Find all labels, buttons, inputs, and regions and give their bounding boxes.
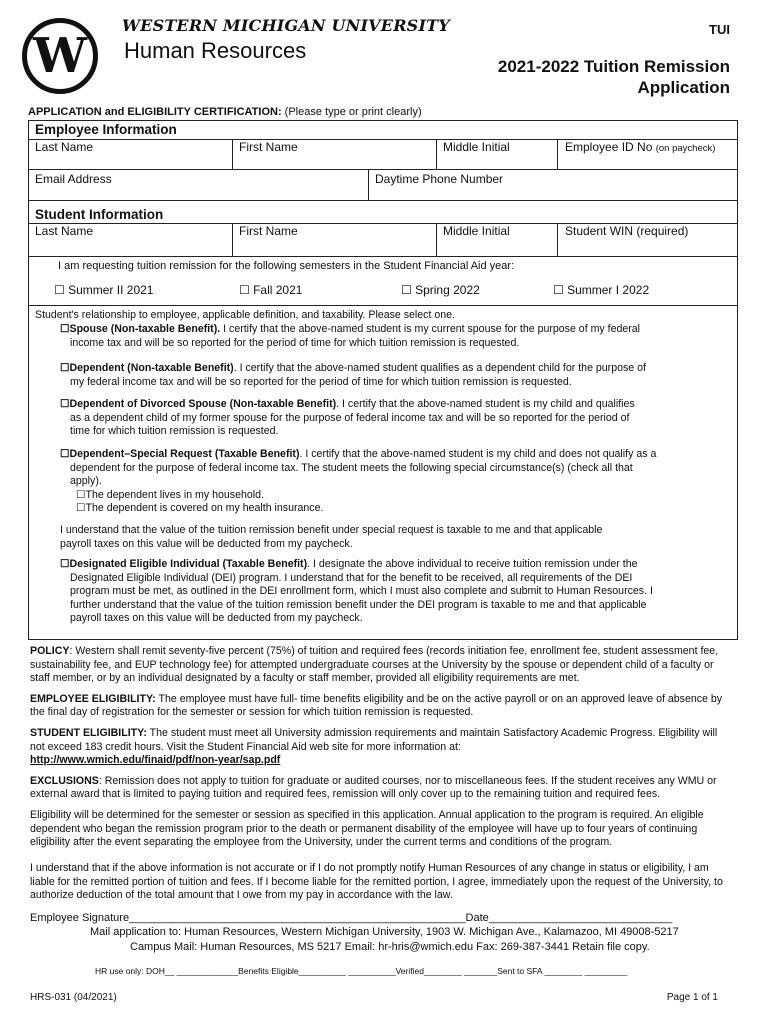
- student-eligibility-paragraph: [30, 727, 730, 768]
- divorced-text: . I certify that the above-named student is my child and qualifies: [336, 398, 635, 410]
- special-text: . I certify that the above-named student is my child and does not qualify as a: [299, 448, 657, 460]
- employee-eligibility-label: EMPLOYEE ELIGIBILITY:: [30, 692, 156, 705]
- dependent-text-cont: my federal income tax and will be so reported for the period of time for which tuition remission is requested.: [70, 375, 572, 388]
- dei-checkbox[interactable]: ☐Designated Eligible Individual (Taxable Benefit): [60, 558, 308, 570]
- spouse-checkbox[interactable]: ☐Spouse (Non-taxable Benefit).: [60, 323, 221, 335]
- special-request-checkbox[interactable]: ☐Dependent–Special Request (Taxable Benefit): [60, 448, 300, 460]
- divorced-checkbox[interactable]: ☐Dependent of Divorced Spouse (Non-taxable Benefit): [60, 398, 337, 410]
- health-insurance-checkbox[interactable]: ☐The dependent is covered on my health insurance.: [76, 502, 324, 515]
- spouse-text-cont: income tax and will be so reported for the period of time for which tuition remission is requested.: [70, 336, 520, 349]
- dependent-checkbox[interactable]: ☐Dependent (Non-taxable Benefit): [60, 362, 234, 374]
- employee-id-field[interactable]: [565, 140, 715, 154]
- eligibility-paragraph: Eligibility will be determined for the semester or session as specified in this application. Annual application to the program is required. An eligible dependent who began the remission program prior to the death or permanent disability of the employee will have up to four years of continuing eligibility after the event separating the employee from the University, under the current terms and conditions of the program.: [30, 808, 704, 849]
- dependent-option[interactable]: [60, 362, 720, 389]
- exclusions-text: : Remission does not apply to tuition for graduate or audited courses, nor to miscellaneous fees. If the student receives any WMU or external award that is limited to paying tuition and required fees, remission will only cover up to the remaining tuition and required fees.: [30, 774, 717, 801]
- exclusions-label: EXCLUSIONS: [30, 774, 99, 787]
- student-first-name-field[interactable]: First Name: [239, 224, 298, 238]
- policy-text: : Western shall remit seventy-five percent (75%) of tuition and required fees (records initiation fee, enrollment fee, student assessment fee, sustainability fee, and EUP technology fee) for attempted undergraduate courses at the University by the spouse or dependent child of a faculty or staff member, or by an individual designated by a faculty or staff member, provided all eligibility requirements are met.: [30, 645, 719, 685]
- semesters-intro: I am requesting tuition remission for the following semesters in the Student Financial Aid year:: [58, 260, 515, 272]
- divider: [436, 139, 437, 169]
- certification-note: (Please type or print clearly): [284, 106, 422, 118]
- divider: [28, 169, 738, 170]
- divider: [232, 223, 233, 256]
- divorced-text-cont2: time for which tuition remission is requested.: [70, 425, 279, 438]
- divorced-option[interactable]: [60, 398, 730, 439]
- dei-option[interactable]: [60, 558, 730, 626]
- spouse-option[interactable]: [60, 323, 720, 350]
- signature-line[interactable]: Employee Signature_______________________________________________________Date______________________________: [30, 912, 673, 924]
- form-id: HRS-031 (04/2021): [30, 992, 117, 1003]
- student-last-name-field[interactable]: Last Name: [35, 224, 94, 238]
- employee-email-field[interactable]: Email Address: [35, 172, 112, 186]
- logo-letter: W: [33, 28, 87, 84]
- divorced-text-cont: as a dependent child of my former spouse for the purpose of federal income tax and will be so reported for the period of: [70, 411, 630, 424]
- dei-text-cont: Designated Eligible Individual (DEI) program. I understand that for the benefit to be received, all requirements of the DEI: [70, 571, 633, 584]
- policy-section: [30, 645, 730, 857]
- semester-summer2-2021-checkbox[interactable]: ☐ Summer II 2021: [54, 283, 154, 297]
- spouse-text: I certify that the above-named student is my current spouse for the purpose of my federal: [220, 323, 641, 335]
- special-text-cont2: apply).: [70, 475, 102, 488]
- special-taxable-note: [60, 524, 730, 551]
- special-request-option[interactable]: [60, 448, 730, 516]
- employee-middle-initial-field[interactable]: Middle Initial: [443, 140, 510, 154]
- exclusions-paragraph: [30, 775, 730, 802]
- divider: [557, 139, 558, 169]
- divider: [28, 200, 738, 201]
- form-title: [498, 56, 730, 98]
- employee-id-note: (on paycheck): [655, 143, 716, 154]
- form-title-line2: Application: [637, 78, 730, 97]
- dei-text: . I designate the above individual to receive tuition remission under the: [307, 558, 638, 570]
- student-eligibility-text: The student must meet all University admission requirements and maintain Satisfactory Academic Progress. Eligibility will not exceed 183 credit hours. Visit the Student Financial Aid web site for more information at:: [30, 726, 718, 753]
- mail-instructions: Mail application to: Human Resources, Western Michigan University, 1903 W. Michigan Ave., Kalamazoo, MI 49008-5217: [90, 926, 679, 938]
- special-text-5: payroll taxes on this value will be deducted from my paycheck.: [60, 537, 353, 550]
- divider: [436, 223, 437, 256]
- employee-last-name-field[interactable]: Last Name: [35, 140, 94, 154]
- semester-spring-2022-checkbox[interactable]: ☐ Spring 2022: [401, 283, 480, 297]
- employee-eligibility-text: The employee must have full- time benefits eligibility and be on the active payroll or on an approved leave of absence by the final day of registration for the semester or session for which tuition remission is requested.: [30, 692, 723, 719]
- employee-phone-field[interactable]: Daytime Phone Number: [375, 172, 504, 186]
- university-name: WESTERN MICHIGAN UNIVERSITY: [122, 16, 450, 35]
- employee-first-name-field[interactable]: First Name: [239, 140, 298, 154]
- hr-use-only: HR use only: DOH__ _____________Benefits Eligible__________ __________Verified________ _______Sent to SFA ________ _________: [95, 966, 628, 976]
- divider: [232, 139, 233, 169]
- semester-fall-2021-checkbox[interactable]: ☐ Fall 2021: [239, 283, 303, 297]
- department-name: Human Resources: [124, 38, 307, 63]
- student-win-field[interactable]: Student WIN (required): [565, 224, 689, 238]
- student-section-title: Student Information: [35, 207, 164, 222]
- lives-in-household-checkbox[interactable]: ☐The dependent lives in my household.: [76, 488, 264, 501]
- student-middle-initial-field[interactable]: Middle Initial: [443, 224, 510, 238]
- sap-link[interactable]: http://www.wmich.edu/finaid/pdf/non-year/sap.pdf: [30, 754, 281, 767]
- wmu-logo: [22, 18, 98, 94]
- relationship-intro: Student's relationship to employee, applicable definition, and taxability. Please select one.: [35, 309, 455, 321]
- semester-summer1-2022-checkbox[interactable]: ☐ Summer I 2022: [553, 283, 650, 297]
- special-text-4: I understand that the value of the tuition remission benefit under special request is taxable to me and that applicable: [60, 524, 603, 536]
- dei-text-cont2: program must be met, as outlined in the DEI enrollment form, which I must also complete and submit to Human Resources. I: [70, 585, 653, 598]
- dei-text-cont4: payroll taxes on this value will be deducted from my paycheck.: [70, 612, 363, 625]
- divider: [28, 256, 738, 257]
- certification-heading: [28, 106, 422, 118]
- page-number: Page 1 of 1: [666, 992, 718, 1003]
- policy-label: POLICY: [30, 645, 70, 657]
- divider: [28, 305, 738, 306]
- policy-paragraph: [30, 645, 730, 686]
- special-text-cont: dependent for the purpose of federal income tax. The student meets the following special circumstance(s) (check all that: [70, 461, 633, 474]
- divider: [557, 223, 558, 256]
- form-code: TUI: [709, 22, 730, 37]
- divider: [368, 169, 369, 200]
- understanding-paragraph: I understand that if the above information is not accurate or if I do not promptly notify Human Resources of any change in status or eligibility, I am liable for the remitted portion of tuition and fees. If I become liable for the remitted portion, I agree, immediately upon the request of the University, to authorize deduction of the total amount that I owe from my pay in accordance with the law.: [30, 862, 723, 902]
- certification-label: APPLICATION and ELIGIBILITY CERTIFICATION:: [28, 106, 282, 118]
- employee-eligibility-paragraph: [30, 693, 730, 720]
- dependent-text: . I certify that the above-named student qualifies as a dependent child for the purpose of: [233, 362, 646, 374]
- form-title-line1: 2021-2022 Tuition Remission: [497, 57, 730, 76]
- campus-mail-info: Campus Mail: Human Resources, MS 5217 Email: hr-hris@wmich.edu Fax: 269-387-3441 Retain file copy.: [130, 941, 650, 953]
- employee-id-label: Employee ID No: [565, 140, 653, 154]
- student-eligibility-label: STUDENT ELIGIBILITY:: [30, 726, 147, 739]
- employee-section-title: Employee Information: [35, 122, 177, 137]
- dei-text-cont3: further understand that the value of the tuition remission benefit under the DEI program is taxable to me and that applicable: [70, 598, 647, 611]
